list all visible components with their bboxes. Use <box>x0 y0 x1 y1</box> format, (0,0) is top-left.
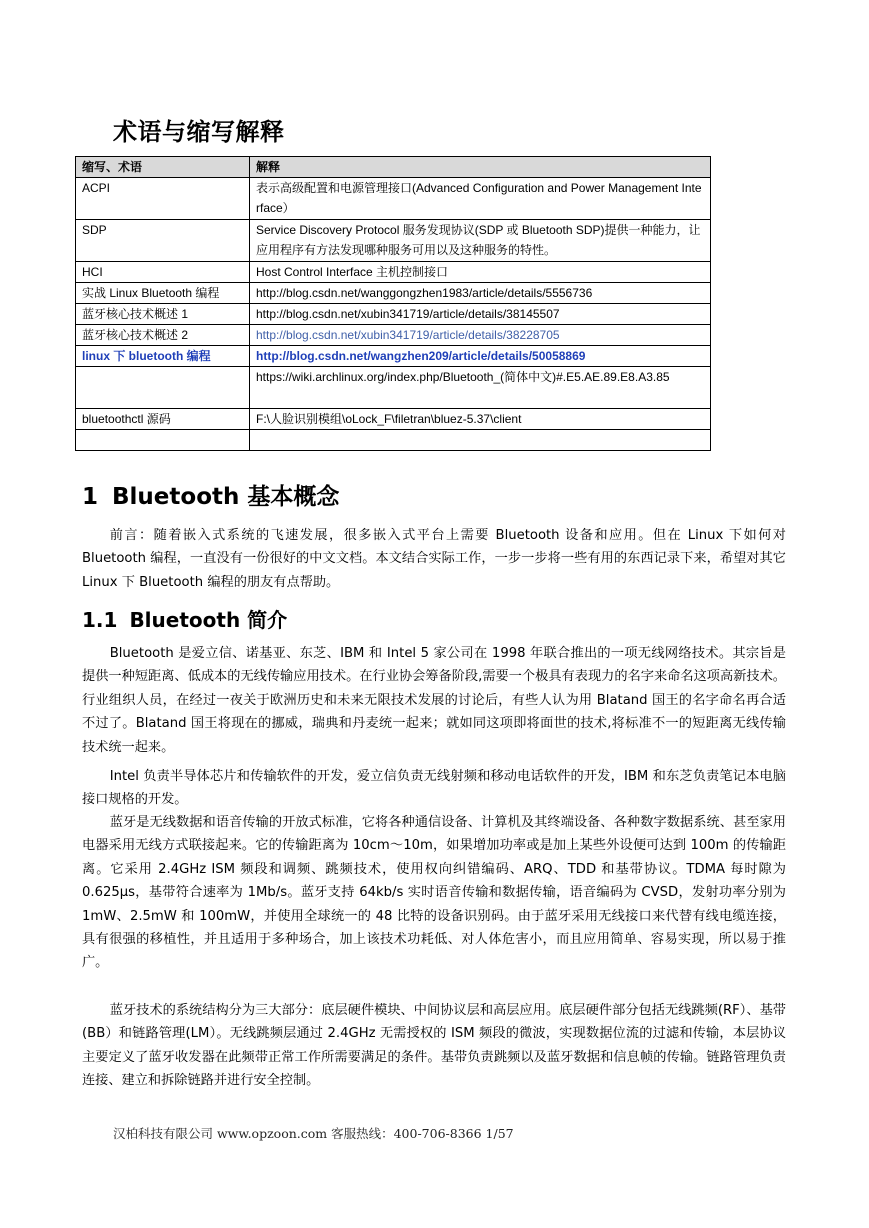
section-title: Bluetooth 简介 <box>129 608 288 632</box>
body-paragraph: 蓝牙技术的系统结构分为三大部分：底层硬件模块、中间协议层和高层应用。底层硬件部分包括无线跳频(RF）、基带(BB）和链路管理(LM）。无线跳频层通过 2.4GHz 无需授权的 ISM 频段的微波，实现数据位流的过滤和传输，本层协议主要定义了蓝牙收发器在此频带正常工作所需要满足的条件。基带负责跳频以及蓝牙数据和信息帧的传输。链路管理负责连接、建立和拆除链路并进行安全控制。 <box>82 1003 786 1089</box>
table-row <box>76 262 711 283</box>
term-cell: ACPI <box>76 178 250 220</box>
table-row <box>76 409 711 430</box>
section-title: Bluetooth 基本概念 <box>112 484 340 510</box>
term-cell: HCI <box>76 262 250 283</box>
table-row <box>76 346 711 367</box>
term-cell: 蓝牙核心技术概述 2 <box>76 325 250 346</box>
table-row <box>76 220 711 262</box>
body-paragraph: Bluetooth 是爱立信、诺基亚、东芝、IBM 和 Intel 5 家公司在 1998 年联合推出的一项无线网络技术。其宗旨是提供一种短距离、低成本的无线传输应用技术。在行业协会筹备阶段,需要一个极具有表现力的名字来命名这项高新技术。行业组织人员，在经过一夜关于欧洲历史和未来无限技术发展的讨论后，有些人认为用 Blatand 国王的名字命名再合适不过了。Blatand 国王将现在的挪威，瑞典和丹麦统一起来；就如同这项即将面世的技术,将标准不一的短距离无线传输技术统一起来。 <box>82 646 786 755</box>
term-cell: bluetoothctl 源码 <box>76 409 250 430</box>
table-row <box>76 325 711 346</box>
table-header-desc: 解释 <box>250 157 711 178</box>
desc-cell: Service Discovery Protocol 服务发现协议(SDP 或 Bluetooth SDP)提供一种能力，让应用程序有方法发现哪种服务可用以及这种服务的特性。 <box>250 220 711 262</box>
desc-link[interactable]: http://blog.csdn.net/wanggongzhen1983/article/details/5556736 <box>250 283 711 304</box>
terms-table <box>75 156 711 451</box>
table-row <box>76 178 711 220</box>
desc-link[interactable]: http://blog.csdn.net/xubin341719/article/details/38228705 <box>250 325 711 346</box>
desc-link[interactable]: http://blog.csdn.net/xubin341719/article/details/38145507 <box>250 304 711 325</box>
desc-cell: Host Control Interface 主机控制接口 <box>250 262 711 283</box>
intro-paragraph: 前言：随着嵌入式系统的飞速发展，很多嵌入式平台上需要 Bluetooth 设备和应用。但在 Linux 下如何对 Bluetooth 编程，一直没有一份很好的中文文档。本文结合实际工作，一步一步将一些有用的东西记录下来，希望对其它 Linux 下 Bluetooth 编程的朋友有点帮助。 <box>82 528 786 590</box>
desc-link[interactable]: https://wiki.archlinux.org/index.php/Bluetooth_(简体中文)#.E5.AE.89.E8.A3.85 <box>250 367 711 409</box>
section-heading-1 <box>82 478 339 511</box>
table-header-row <box>76 157 711 178</box>
term-cell: SDP <box>76 220 250 262</box>
section-number: 1 <box>82 484 99 510</box>
term-cell <box>76 367 250 409</box>
term-cell <box>76 430 250 451</box>
section-heading-1-1 <box>82 604 287 633</box>
desc-cell <box>250 430 711 451</box>
desc-cell: F:\人脸识别模组\oLock_F\filetran\bluez-5.37\client <box>250 409 711 430</box>
table-row <box>76 430 711 451</box>
desc-cell: 表示高级配置和电源管理接口(Advanced Configuration and Power Management Interface） <box>250 178 711 220</box>
table-row <box>76 367 711 409</box>
desc-link[interactable]: http://blog.csdn.net/wangzhen209/article/details/50058869 <box>250 346 711 367</box>
term-cell: linux 下 bluetooth 编程 <box>76 346 250 367</box>
table-row <box>76 304 711 325</box>
term-cell: 实战 Linux Bluetooth 编程 <box>76 283 250 304</box>
table-row <box>76 283 711 304</box>
page-footer: 汉柏科技有限公司 www.opzoon.com 客服热线：400-706-8366 1/57 <box>113 1126 514 1141</box>
body-paragraph: Intel 负责半导体芯片和传输软件的开发，爱立信负责无线射频和移动电话软件的开发，IBM 和东芝负责笔记本电脑接口规格的开发。 <box>82 769 786 808</box>
term-cell: 蓝牙核心技术概述 1 <box>76 304 250 325</box>
doc-title: 术语与缩写解释 <box>113 118 285 146</box>
body-paragraph: 蓝牙是无线数据和语音传输的开放式标准，它将各种通信设备、计算机及其终端设备、各种数字数据系统、甚至家用电器采用无线方式联接起来。它的传输距离为 10cm～10m，如果增加功率或是加上某些外设便可达到 100m 的传输距离。它采用 2.4GHz ISM 频段和调频、跳频技术，使用权向纠错编码、ARQ、TDD 和基带协议。TDMA 每时隙为 0.625μs，基带符合速率为 1Mb/s。蓝牙支持 64kb/s 实时语音传输和数据传输，语音编码为 CVSD，发射功率分别为 1mW、2.5mW 和 100mW，并使用全球统一的 48 比特的设备识别码。由于蓝牙采用无线接口来代替有线电缆连接，具有很强的移植性，并且适用于多种场合，加上该技术功耗低、对人体危害小，而且应用简单、容易实现，所以易于推广。 <box>82 815 786 971</box>
table-header-term: 缩写、术语 <box>76 157 250 178</box>
section-number: 1.1 <box>82 608 118 632</box>
